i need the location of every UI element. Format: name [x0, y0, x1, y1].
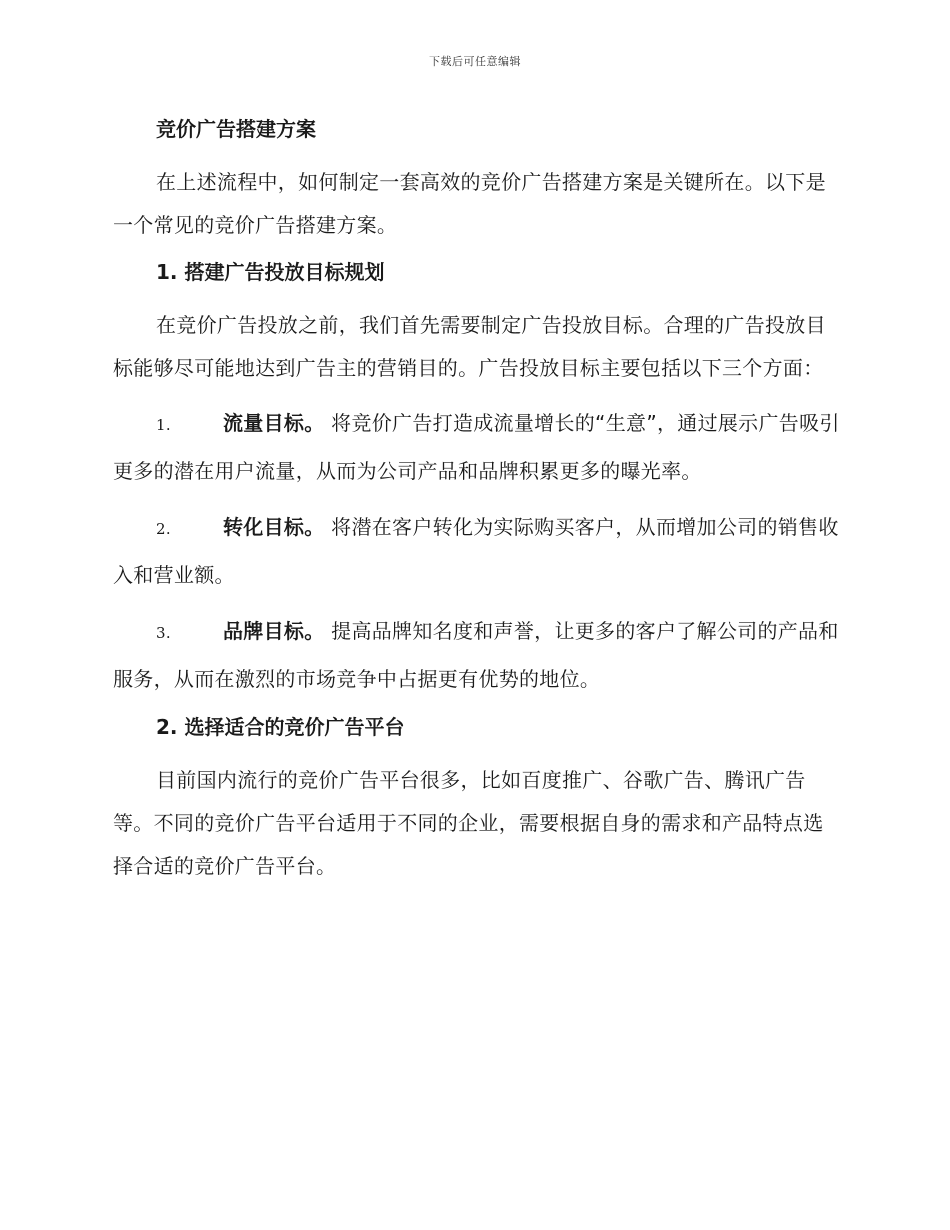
list-item-text: 提高品牌知名度和声誉，让更多的客户了解公司的产品和服务，从而在激烈的市场竞争中占据更有优势的地位。	[113, 619, 839, 691]
list-item-term: 品牌目标。	[223, 619, 325, 643]
intro-paragraph: 在上述流程中，如何制定一套高效的竞价广告搭建方案是关键所在。以下是一个常见的竞价广告搭建方案。	[113, 170, 826, 237]
list-item	[113, 504, 841, 598]
document-body	[113, 114, 841, 898]
list-item-term: 流量目标。	[223, 411, 325, 435]
list-item-text: 将竞价广告打造成流量增长的“生意”，通过展示广告吸引更多的潜在用户流量，从而为公司产品和品牌积累更多的曝光率。	[113, 411, 840, 483]
section-1-heading: 1. 搭建广告投放目标规划	[156, 260, 385, 284]
list-item-number: 3.	[156, 624, 171, 642]
list-item	[113, 400, 841, 494]
list-item-number: 1.	[156, 416, 171, 434]
section-1-paragraph: 在竞价广告投放之前，我们首先需要制定广告投放目标。合理的广告投放目标能够尽可能地达到广告主的营销目的。广告投放目标主要包括以下三个方面：	[113, 313, 826, 380]
document-title: 竞价广告搭建方案	[156, 117, 316, 141]
section-2-paragraph: 目前国内流行的竞价广告平台很多，比如百度推广、谷歌广告、腾讯广告等。不同的竞价广告平台适用于不同的企业，需要根据自身的需求和产品特点选择合适的竞价广告平台。	[113, 768, 824, 878]
page-header-note: 下载后可任意编辑	[429, 55, 521, 68]
list-item-number: 2.	[156, 520, 171, 538]
list-item	[113, 608, 841, 702]
list-item-text: 将潜在客户转化为实际购买客户，从而增加公司的销售收入和营业额。	[113, 515, 839, 587]
section-2-heading: 2. 选择适合的竞价广告平台	[156, 715, 405, 739]
list-item-term: 转化目标。	[223, 515, 325, 539]
